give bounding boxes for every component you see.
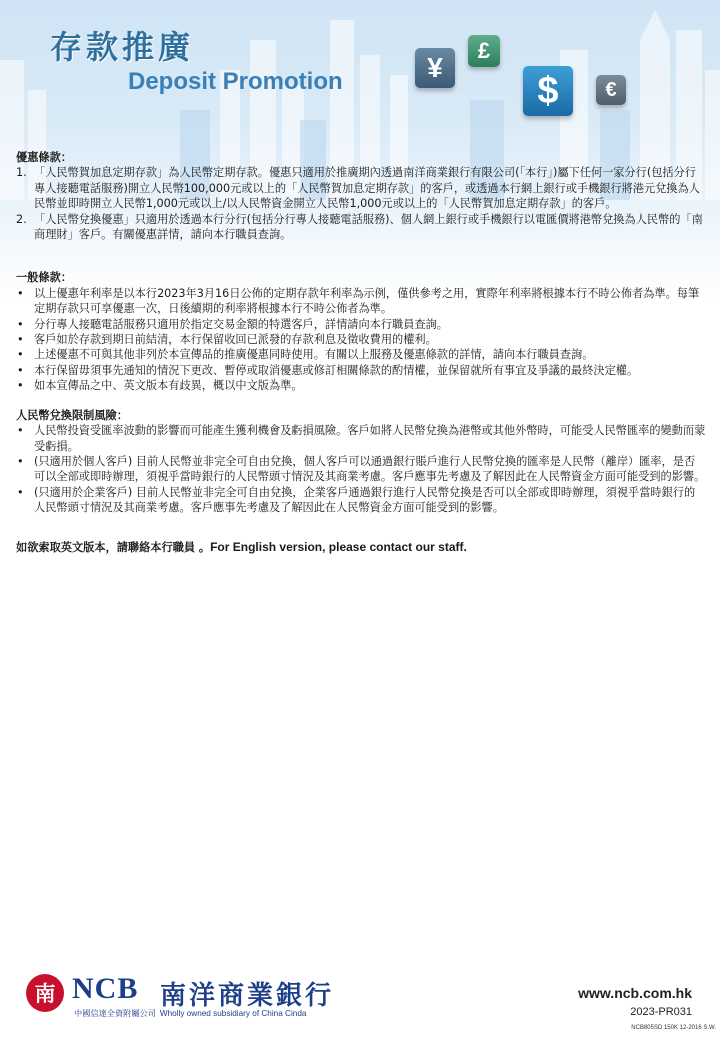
bullet-icon: •	[17, 485, 24, 499]
item-text: (只適用於個人客戶) 目前人民幣並非完全可自由兌換，個人客戶可以通過銀行賬戶進行人民幣兌換的匯率是人民幣（離岸）匯率，是否可以全部或即時辦理，須視乎當時銀行的人民幣頭寸情況及其商業考慮。客戶應事先考慮及了解因此在人民幣資金方面可能受到的影響。	[34, 454, 706, 484]
general-terms-title: 一般條款：	[16, 271, 72, 285]
list-item	[16, 423, 706, 454]
offer-terms-title: 優惠條款：	[16, 151, 72, 164]
english-version-note	[16, 540, 706, 555]
item-text: 「人民幣賀加息定期存款」為人民幣定期存款。優惠只適用於推廣期內透過南洋商業銀行有限公司(「本行」)屬下任何一家分行(包括分行專人接聽電話服務)開立人民幣100,000元或以上的「人民幣賀加息定期存款」的客戶，或透過本行網上銀行或手機銀行將港元兌換為人民幣並即時開立人民幣1,000元或以上/以人民幣資金開立人民幣1,000元或以上的「人民幣賀加息定期存款」的客戶。	[34, 166, 700, 211]
reference-code: 2023-PR031	[630, 1006, 692, 1018]
list-item	[16, 286, 706, 317]
item-text: 以上優惠年利率是以本行2023年3月16日公佈的定期存款年利率為示例，僅供參考之用，實際年利率將根據本行不時公佈者為準。每筆定期存款只可享優惠一次，日後續期的利率將根據本行不時公佈者為準。	[34, 286, 700, 316]
list-item	[16, 363, 706, 378]
subsidiary-cn: 中國信達全資附屬公司	[74, 1008, 156, 1018]
subsidiary-en: Wholly owned subsidiary of China Cinda	[159, 1009, 307, 1018]
item-number: 2.	[16, 212, 27, 226]
item-text: 上述優惠不可與其他非列於本宣傳品的推廣優惠同時使用。有關以上服務及優惠條款的詳情，請向本行職員查詢。	[34, 348, 594, 362]
print-code: NCB805SD 150K 12-2016 S.W.	[631, 1025, 716, 1031]
dollar-icon: $	[523, 66, 573, 116]
item-text: 本行保留毋須事先通知的情況下更改、暫停或取消優惠或修訂相關條款的酌情權，並保留就所有事宜及爭議的最終決定權。	[34, 363, 639, 377]
bullet-icon: •	[17, 454, 24, 468]
bullet-icon: •	[17, 424, 24, 438]
item-number: 1.	[16, 166, 27, 180]
item-text: 如本宣傳品之中、英文版本有歧異，概以中文版為準。	[34, 379, 303, 393]
yen-icon: ¥	[415, 48, 455, 88]
ncb-logo-text: NCB	[72, 972, 139, 1005]
item-text: 分行專人接聽電話服務只適用於指定交易金額的特選客戶，詳情請向本行職員查詢。	[34, 317, 448, 331]
item-text: 人民幣投資受匯率波動的影響而可能產生獲利機會及虧損風險。客戶如將人民幣兌換為港幣或其他外幣時，可能受人民幣匯率的變動而蒙受虧損。	[34, 424, 706, 453]
list-item	[16, 378, 706, 393]
bullet-icon: •	[17, 379, 24, 393]
website-url: www.ncb.com.hk	[578, 985, 692, 1001]
euro-icon: €	[596, 75, 626, 105]
general-terms-list	[16, 286, 706, 394]
bullet-icon: •	[17, 348, 24, 362]
list-item	[16, 165, 706, 211]
rmb-risk-list	[16, 423, 706, 515]
list-item	[16, 485, 706, 516]
list-item	[16, 317, 706, 332]
english-note-en: For English version, please contact our staff.	[210, 539, 467, 554]
list-item	[16, 212, 706, 243]
list-item	[16, 454, 706, 485]
bullet-icon: •	[17, 317, 24, 331]
ncb-subsidiary-line	[74, 1008, 306, 1019]
item-text: (只適用於企業客戶) 目前人民幣並非完全可自由兌換，企業客戶通過銀行進行人民幣兌換是否可以全部或即時辦理，須視乎當時銀行的人民幣頭寸情況及其商業考慮。客戶應事先考慮及了解因此在人民幣資金方面可能受到的影響。	[34, 485, 696, 515]
bullet-icon: •	[17, 363, 24, 377]
ncb-logo-cn: 南洋商業銀行	[160, 981, 335, 1011]
list-item	[16, 347, 706, 362]
page-title-cn: 存款推廣	[50, 28, 195, 66]
item-text: 「人民幣兌換優惠」只適用於透過本行分行(包括分行專人接聽電話服務)、個人網上銀行或手機銀行以電匯價將港幣兌換為人民幣的「南商理財」客戶。有關優惠詳情，請向本行職員查詢。	[34, 212, 703, 242]
ncb-logo-mark: 南	[26, 974, 64, 1012]
offer-terms-list	[16, 165, 706, 242]
english-note-cn: 如欲索取英文版本，請聯絡本行職員 。	[16, 540, 211, 554]
list-item	[16, 332, 706, 347]
bullet-icon: •	[17, 333, 24, 347]
terms-content	[16, 150, 706, 566]
rmb-risk-title: 人民幣兌換限制風險：	[16, 408, 128, 422]
page-title-en: Deposit Promotion	[128, 68, 343, 95]
bullet-icon: •	[17, 286, 24, 300]
pound-icon: £	[468, 35, 500, 67]
item-text: 客戶如於存款到期日前結清，本行保留收回已派發的存款利息及徵收費用的權利。	[34, 333, 437, 347]
